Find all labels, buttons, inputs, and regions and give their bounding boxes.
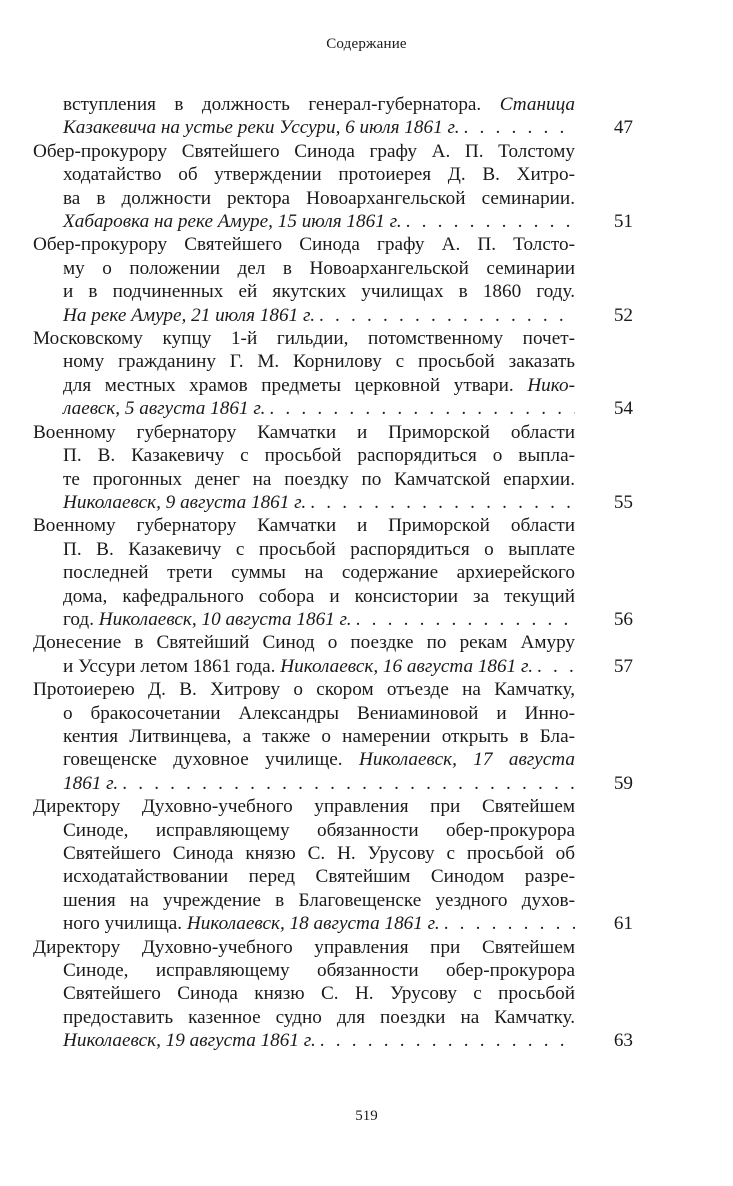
entry-last-line (33, 397, 575, 420)
entry-text-segment: кентия Литвинцева, а также о намерении открыть в Бла- (63, 725, 575, 747)
entry-text-segment: дома, кафедрального собора и консистории за текущий (63, 585, 575, 607)
table-of-contents (33, 93, 633, 1053)
toc-entry (33, 140, 633, 234)
entry-last-text (63, 304, 315, 327)
entry-page-number: 54 (613, 398, 633, 420)
entry-text-segment: Казакевича на устье реки Уссури, 6 июля 1861 г. (63, 117, 460, 139)
entry-text-segment: му о положении дел в Новоархангельской семинарии (63, 257, 575, 279)
entry-line (33, 350, 575, 373)
entry-line (33, 725, 575, 748)
entry-line (33, 982, 575, 1005)
entry-last-text (63, 397, 265, 420)
running-header: Содержание (326, 36, 407, 52)
entry-text-segment: Святейшего Синода князю С. Н. Урусову с просьбой (63, 983, 575, 1005)
entry-text-segment: для местных храмов предметы церковной утвари. (63, 374, 528, 396)
entry-text-segment: Директору Духовно-учебного управления при Святейшем (33, 796, 575, 818)
entry-text-segment: Московскому купцу 1-й гильдии, потомственному почет- (33, 328, 575, 350)
entry-text-segment: шения на учреждение в Благовещенске уездного духов- (63, 889, 575, 911)
entry-line (33, 233, 575, 256)
entry-text-segment: ходатайство об утверждении протоиерея Д. В. Хитро- (63, 164, 575, 186)
entry-page-number: 57 (613, 655, 633, 677)
entry-text-segment: Хабаровка на реке Амуре, 15 июля 1861 г. (63, 211, 402, 233)
entry-text-segment: говещенске духовное училище. (63, 749, 359, 771)
entry-text-segment: Николаевск, 17 августа (359, 749, 575, 771)
entry-last-line (33, 210, 575, 233)
page-number: 519 (355, 1108, 378, 1124)
entry-page-number: 55 (613, 491, 633, 513)
dot-leader (406, 210, 575, 233)
entry-line (33, 1006, 575, 1029)
entry-line (33, 444, 575, 467)
entry-line (33, 702, 575, 725)
entry-line (33, 280, 575, 303)
entry-text-segment: Николаевск, 19 августа 1861 г. (63, 1030, 316, 1052)
toc-entry (33, 93, 633, 140)
dot-leader (310, 491, 575, 514)
entry-line (33, 819, 575, 842)
entry-line (33, 959, 575, 982)
entry-text-segment: Военному губернатору Камчатки и Приморской области (33, 515, 575, 537)
entry-line (33, 327, 575, 350)
entry-line (33, 140, 575, 163)
entry-line (33, 374, 575, 397)
entry-text-segment: Станица (499, 94, 575, 115)
entry-line (33, 561, 575, 584)
dot-leader (320, 1029, 575, 1052)
entry-text-segment: Военному губернатору Камчатки и Приморской области (33, 421, 575, 443)
entry-text-segment: Нико- (527, 374, 575, 396)
entry-line (33, 257, 575, 280)
entry-text-segment: о бракосочетании Александры Вениаминовой и Инно- (63, 702, 575, 724)
entry-text-segment: и Уссури летом 1861 года. (63, 655, 281, 677)
entry-line (33, 678, 575, 701)
entry-page-number: 59 (613, 772, 633, 794)
dot-leader (319, 304, 575, 327)
entry-line (33, 585, 575, 608)
toc-entry (33, 631, 633, 678)
entry-line (33, 538, 575, 561)
entry-last-text (63, 912, 440, 935)
dot-leader (444, 912, 575, 935)
entry-page-number: 63 (613, 1030, 633, 1052)
entry-last-line (33, 491, 575, 514)
entry-last-line (33, 655, 575, 678)
entry-text-segment: те прогонных денег на поездку по Камчатской епархии. (63, 468, 575, 490)
dot-leader (269, 397, 575, 420)
entry-line (33, 748, 575, 771)
entry-page-number: 52 (613, 304, 633, 326)
entry-text-segment: Донесение в Святейший Синод о поездке по рекам Амуру (33, 632, 575, 654)
entry-last-line (33, 772, 575, 795)
entry-page-number: 47 (613, 117, 633, 139)
entry-text-segment: Николаевск, 9 августа 1861 г. (63, 491, 307, 513)
entry-text-segment: ного училища. (63, 913, 187, 935)
toc-entry (33, 795, 633, 935)
entry-text-segment: Николаевск, 10 августа 1861 г. (98, 608, 352, 630)
entry-text-segment: Николаевск, 18 августа 1861 г. (186, 913, 440, 935)
entry-text-segment: Директору Духовно-учебного управления при Святейшем (33, 936, 575, 958)
entry-text-segment: лаевск, 5 августа 1861 г. (63, 398, 266, 420)
entry-text-segment: П. В. Казакевичу с просьбой распорядиться о выплате (63, 538, 575, 560)
entry-line (33, 936, 575, 959)
toc-entry (33, 327, 633, 421)
dot-leader (356, 608, 575, 631)
entry-text-segment: год. (63, 608, 99, 630)
entry-text-segment: вступления в должность генерал-губернатора. (63, 94, 500, 115)
entry-last-line (33, 116, 575, 139)
toc-entry (33, 678, 633, 795)
entry-text-segment: На реке Амуре, 21 июля 1861 г. (63, 304, 316, 326)
entry-last-text (63, 116, 460, 139)
entry-last-line (33, 304, 575, 327)
entry-line (33, 187, 575, 210)
entry-last-text (63, 655, 533, 678)
dot-leader (464, 116, 576, 139)
entry-line (33, 93, 575, 116)
entry-text-segment: Синоде, исправляющему обязанности обер-прокурора (63, 819, 575, 841)
entry-last-text (63, 1029, 316, 1052)
toc-entry (33, 233, 633, 327)
entry-last-line (33, 1029, 575, 1052)
entry-text-segment: Святейшего Синода князю С. Н. Урусову с просьбой об (63, 843, 575, 864)
entry-line (33, 468, 575, 491)
entry-line (33, 163, 575, 186)
entry-text-segment: последней трети суммы на содержание архиерейского (63, 562, 575, 584)
entry-text-segment: исходатайствовании перед Святейшим Синодом разре- (63, 866, 575, 888)
entry-line (33, 842, 575, 865)
entry-line (33, 421, 575, 444)
entry-last-text (63, 491, 306, 514)
entry-text-segment: ному гражданину Г. М. Корнилову с просьбой заказать (63, 351, 575, 373)
entry-line (33, 865, 575, 888)
entry-text-segment: ва в должности ректора Новоархангельской семинарии. (63, 187, 575, 209)
toc-entry (33, 514, 633, 631)
entry-last-line (33, 912, 575, 935)
entry-page-number: 61 (613, 913, 633, 935)
entry-text-segment: Обер-прокурору Святейшего Синода графу А. П. Толсто- (33, 234, 575, 256)
entry-line (33, 889, 575, 912)
entry-text-segment: Николаевск, 16 августа 1861 г. (280, 655, 534, 677)
entry-text-segment: предоставить казенное судно для поездки на Камчатку. (63, 1006, 575, 1028)
entry-line (33, 631, 575, 654)
entry-page-number: 56 (613, 608, 633, 630)
entry-text-segment: и в подчиненных ей якутских училищах в 1860 году. (63, 281, 575, 303)
toc-entry (33, 421, 633, 515)
entry-text-segment: Синоде, исправляющему обязанности обер-прокурора (63, 960, 575, 982)
entry-last-text (63, 608, 352, 631)
entry-last-text (63, 210, 402, 233)
entry-last-text (63, 772, 118, 795)
dot-leader (122, 772, 575, 795)
entry-line (33, 795, 575, 818)
toc-entry (33, 936, 633, 1053)
entry-text-segment: Протоиерею Д. В. Хитрову о скором отъезде на Камчатку, (33, 679, 575, 701)
entry-page-number: 51 (613, 211, 633, 233)
dot-leader (537, 655, 575, 678)
entry-text-segment: 1861 г. (63, 772, 119, 794)
entry-text-segment: П. В. Казакевичу с просьбой распорядиться о выпла- (63, 445, 575, 467)
entry-line (33, 514, 575, 537)
entry-last-line (33, 608, 575, 631)
entry-text-segment: Обер-прокурору Святейшего Синода графу А. П. Толстому (33, 140, 575, 162)
